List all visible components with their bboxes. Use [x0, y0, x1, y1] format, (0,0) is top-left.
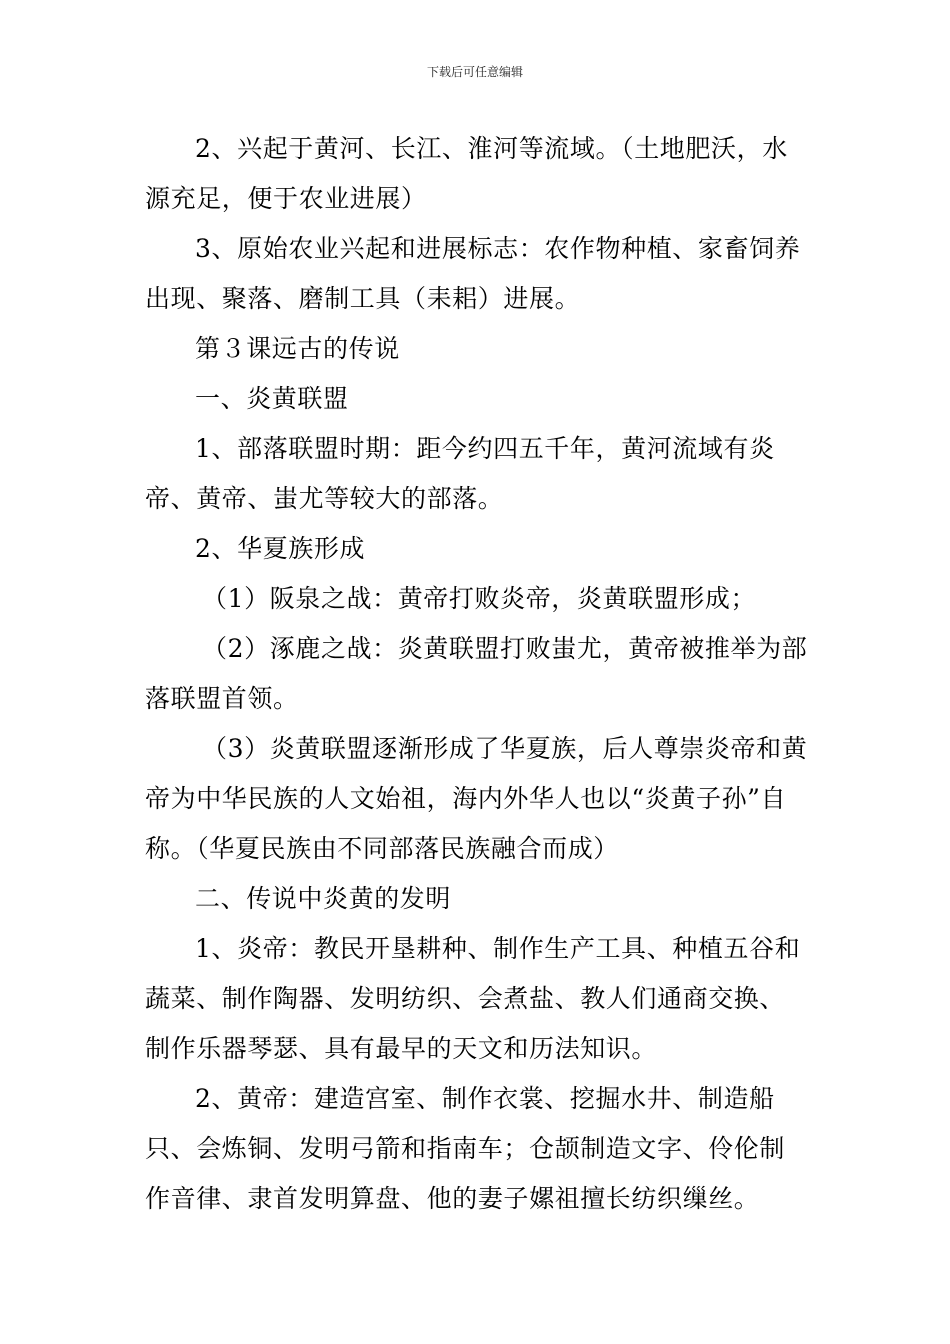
- paragraph-tribal-alliance: 1、部落联盟时期：距今约四五千年，黄河流域有炎帝、黄帝、蚩尤等较大的部落。: [145, 434, 775, 513]
- paragraph-agriculture-regions: 2、兴起于黄河、长江、淮河等流域。（土地肥沃，水源充足，便于农业进展）: [145, 134, 788, 213]
- lesson-title: 第３课远古的传说: [195, 334, 400, 363]
- document-body: [145, 124, 810, 1224]
- section-heading-inventions: 二、传说中炎黄的发明: [195, 884, 452, 913]
- paragraph-huangdi-inventions: 2、黄帝：建造宫室、制作衣裳、挖掘水井、制造船只、会炼铜、发明弓箭和指南车；仓颉制造文字、伶伦制作音律、隶首发明算盘、他的妻子嫘祖擅长纺织缫丝。: [145, 1084, 786, 1213]
- section-heading-alliance: 一、炎黄联盟: [195, 384, 349, 413]
- paragraph-zhuolu-battle: （2）涿鹿之战：炎黄联盟打败蚩尤，黄帝被推举为部落联盟首领。: [145, 634, 808, 713]
- page-header: 下载后可任意编辑: [426, 65, 523, 79]
- subheading-huaxia-formation: 2、华夏族形成: [195, 534, 366, 563]
- paragraph-yandi-inventions: 1、炎帝：教民开垦耕种、制作生产工具、种植五谷和蔬菜、制作陶器、发明纺织、会煮盐、教人们通商交换、制作乐器琴瑟、具有最早的天文和历法知识。: [145, 934, 801, 1063]
- paragraph-huaxia-people: （3）炎黄联盟逐渐形成了华夏族，后人尊崇炎帝和黄帝为中华民族的人文始祖，海内外华人也以“炎黄子孙”自称。（华夏民族由不同部落民族融合而成）: [145, 734, 808, 863]
- paragraph-banquan-battle: （1）阪泉之战：黄帝打败炎帝，炎黄联盟形成；: [202, 584, 757, 613]
- paragraph-agriculture-signs: 3、原始农业兴起和进展标志：农作物种植、家畜饲养出现、聚落、磨制工具（耒耜）进展。: [145, 234, 801, 313]
